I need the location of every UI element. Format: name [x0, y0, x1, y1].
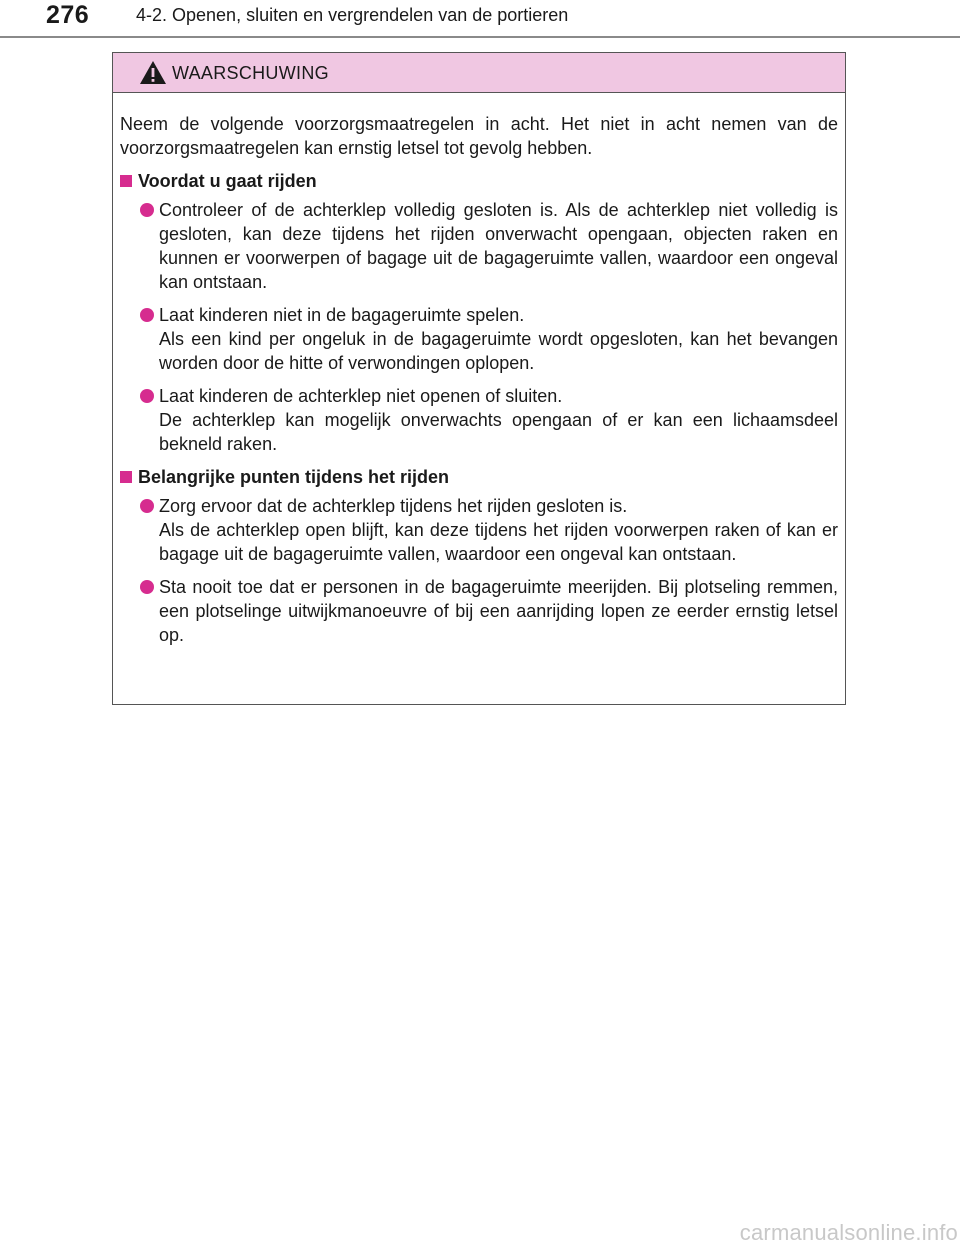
- list-item-text: Als een kind per ongeluk in de bagageruimte wordt opgesloten, kan het bevangen worden door de hitte of verwondingen oplopen.: [159, 329, 838, 373]
- warning-box: [112, 52, 846, 705]
- list-item-text: Sta nooit toe dat er personen in de bagageruimte meerijden. Bij plotseling remmen, een plotselinge uitwijkmanoeuvre of bij een aanrijding lopen ze eerder ernstig letsel op.: [159, 577, 838, 645]
- list-item-text: De achterklep kan mogelijk onverwachts opengaan of er kan een lichaamsdeel bekneld raken.: [159, 410, 838, 454]
- list-item-lead: Laat kinderen de achterklep niet openen of sluiten.: [159, 386, 563, 406]
- list-item-lead: Laat kinderen niet in de bagageruimte spelen.: [159, 305, 525, 325]
- section-heading: [120, 465, 838, 489]
- list-item-lead: Zorg ervoor dat de achterklep tijdens het rijden gesloten is.: [159, 496, 628, 516]
- watermark: carmanualsonline.info: [739, 1220, 958, 1245]
- square-bullet-icon: [120, 471, 132, 483]
- list-item-text: Als de achterklep open blijft, kan deze tijdens het rijden voorwerpen raken of kan er bagage uit de bagageruimte vallen, waardoor een ongeval kan ontstaan.: [159, 520, 838, 564]
- section-heading: [120, 169, 838, 193]
- section-heading-text: Voordat u gaat rijden: [138, 171, 317, 191]
- warning-title: WAARSCHUWING: [172, 63, 329, 83]
- warning-intro: Neem de volgende voorzorgsmaatregelen in acht. Het niet in acht nemen van de voorzorgsmaatregelen kan ernstig letsel tot gevolg hebben.: [120, 114, 838, 158]
- round-bullet-icon: [140, 389, 154, 403]
- warning-header: [113, 53, 845, 93]
- list-item: [120, 384, 838, 456]
- round-bullet-icon: [140, 308, 154, 322]
- round-bullet-icon: [140, 580, 154, 594]
- page-number: 276: [46, 1, 90, 29]
- list-item-text: Controleer of de achterklep volledig gesloten is. Als de achterklep niet volledig is gesloten, kan deze tijdens het rijden onverwacht opengaan, objecten raken en kunnen er voorwerpen of bagage uit de bagageruimte vallen, waardoor een ongeval kan ontstaan.: [159, 200, 838, 292]
- square-bullet-icon: [120, 175, 132, 187]
- list-item: [120, 575, 838, 647]
- list-item: [120, 494, 838, 566]
- page-header: [0, 0, 960, 40]
- round-bullet-icon: [140, 499, 154, 513]
- list-item: [120, 198, 838, 294]
- header-divider: [0, 36, 960, 38]
- warning-body: [120, 112, 838, 656]
- list-item: [120, 303, 838, 375]
- section-title: 4-2. Openen, sluiten en vergrendelen van de portieren: [136, 5, 569, 25]
- section-heading-text: Belangrijke punten tijdens het rijden: [138, 467, 450, 487]
- round-bullet-icon: [140, 203, 154, 217]
- warning-triangle-icon: [139, 60, 167, 85]
